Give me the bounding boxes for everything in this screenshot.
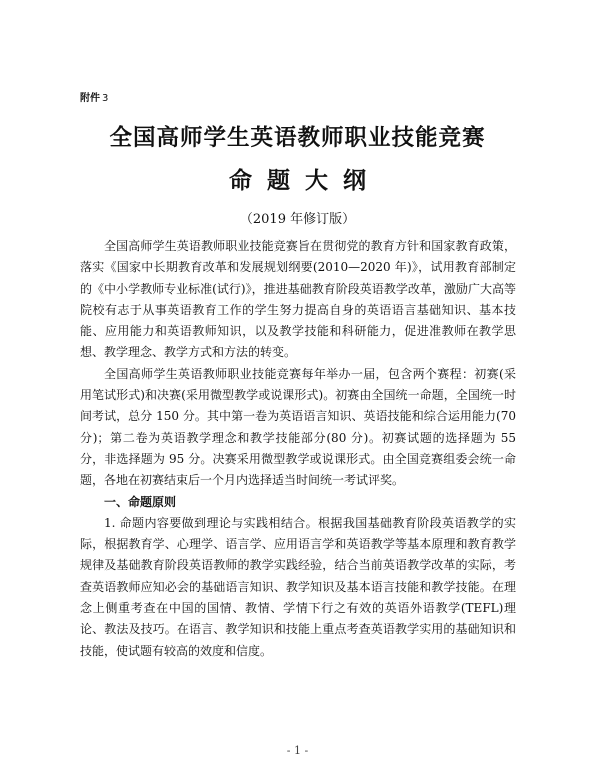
attachment-label (80, 89, 108, 104)
page-number: - 1 - (286, 744, 309, 757)
edition-note: （2019 年修订版） (239, 212, 356, 227)
intro-paragraph: 全国高师学生英语教师职业技能竞赛旨在贯彻党的教育方针和国家教育政策，落实《国家中长期教育改革和发展规划纲要(2010—2020 年)》，试用教育部制定的《中小学教师专业标准(试行)》，推进基础教育阶段英语教学改革，激励广大高等院校有志于从事英语教育工作的学生努力提高自身的英语语言基础知识、基本技能、应用能力和英语教师知识，以及教学技能和科研能力，促进准教师在教学思想、教学理念、教学方式和方法的转变。 (80, 239, 516, 360)
document-title: 全国高师学生英语教师职业技能竞赛 (109, 125, 486, 151)
document-body (80, 236, 516, 662)
section-heading: 一、命题原则 (104, 494, 177, 509)
competition-paragraph: 全国高师学生英语教师职业技能竞赛每年举办一届，包含两个赛程：初赛(采用笔试形式)和决赛(采用微型教学或说课形式)。初赛由全国统一命题，全国统一时间考试，总分 150 分。其中第一卷为英语语言知识、英语技能和综合运用能力(70 分)；第二卷为英语教学理念和教学技能部分(80 分)。初赛试题的选择题为 55 分，非选择题为 95 分。决赛采用微型教学或说课形式。由全国竞赛组委会统一命题，各地在初赛结束后一个月内选择适当时间统一考试评奖。 (80, 366, 516, 488)
document-subtitle: 命题大纲 (229, 167, 381, 194)
attachment-text: 附件 (80, 93, 100, 104)
principle-paragraph: 1. 命题内容要做到理论与实践相结合。根据我国基础教育阶段英语教学的实际，根据教育学、心理学、语言学、应用语言学和英语教学等基本原理和教育教学规律及基础教育阶段英语教师的教学实践经验，结合当前英语教学改革的实际，考查英语教师应知必会的基础语言知识、教学知识及基本语言技能和教学技能。在理念上侧重考查在中国的国情、教情、学情下行之有效的英语外语教学(TEFL)理论、教法及技巧。在语言、教学知识和技能上重点考查英语教学实用的基础知识和技能，使试题有较高的效度和信度。 (80, 515, 516, 658)
attachment-number: 3 (102, 93, 109, 104)
